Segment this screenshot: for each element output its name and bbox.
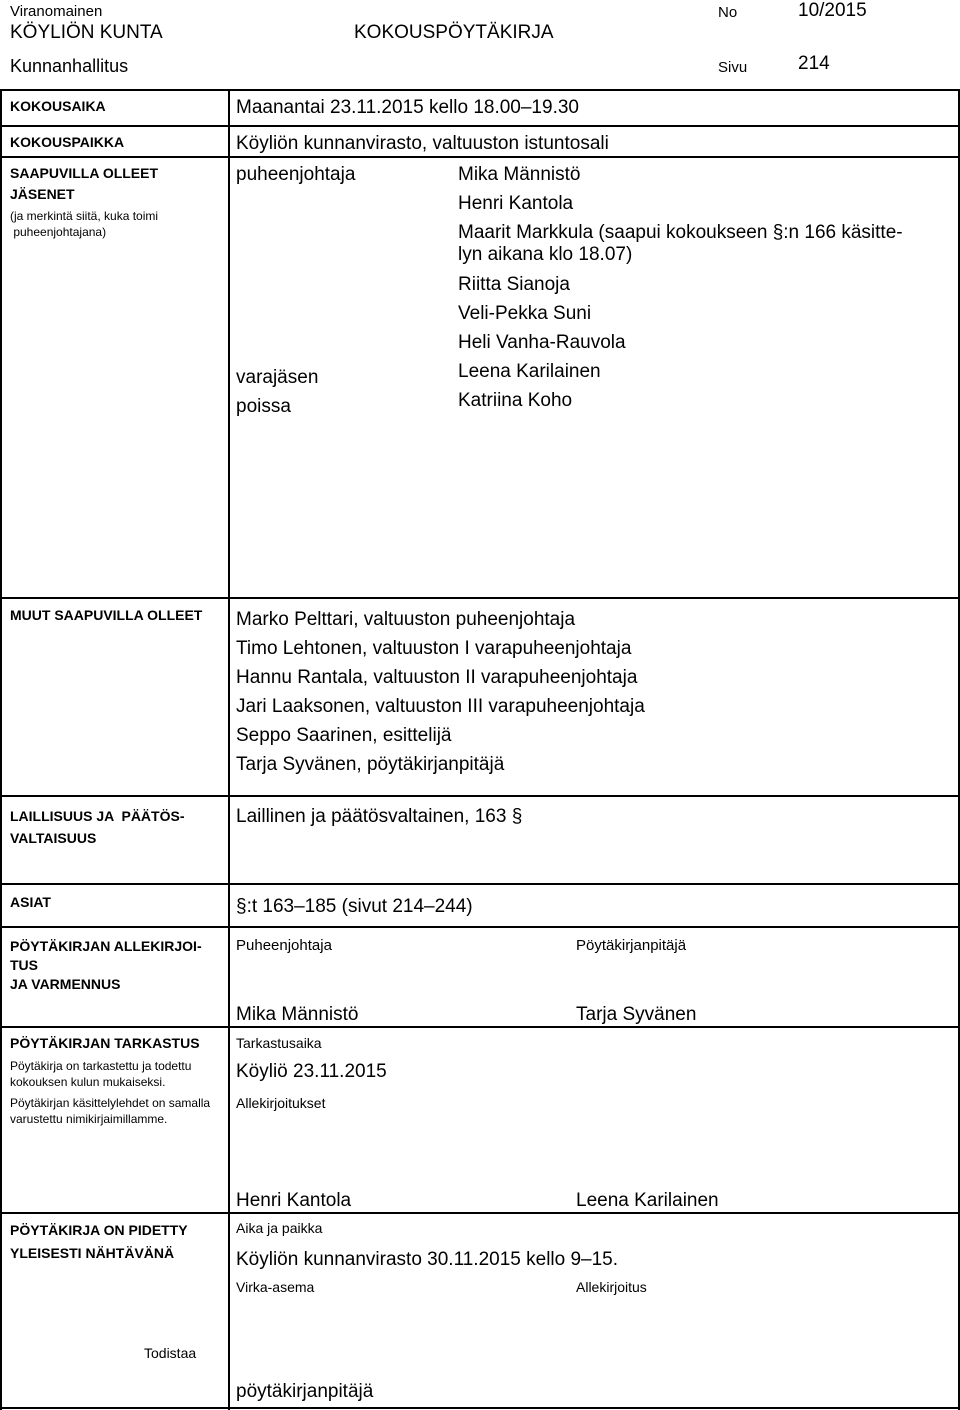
rule-place xyxy=(0,156,960,158)
meeting-place-label: KOKOUSPAIKKA xyxy=(10,134,125,150)
certify-label: Todistaa xyxy=(144,1345,197,1361)
legality-value: Laillinen ja päätösvaltainen, 163 § xyxy=(236,806,523,827)
number-value: 10/2015 xyxy=(798,0,867,21)
rule-issues xyxy=(0,883,960,885)
other-attendee: Hannu Rantala, valtuuston II varapuheenjohtaja xyxy=(236,667,638,688)
rule-legality xyxy=(0,795,960,797)
public-place-value: Köyliön kunnanvirasto 30.11.2015 kello 9–15. xyxy=(236,1249,619,1270)
certifier-role: pöytäkirjanpitäjä xyxy=(236,1381,374,1402)
other-attendee: Seppo Saarinen, esittelijä xyxy=(236,725,452,746)
attendees-label: SAAPUVILLA OLLEET JÄSENET xyxy=(10,165,159,202)
signing-label: PÖYTÄKIRJAN ALLEKIRJOI- TUS JA VARMENNUS xyxy=(10,938,202,992)
review-time-title: Tarkastusaika xyxy=(236,1035,322,1051)
review-note: Pöytäkirja on tarkastettu ja todettu kokouksen kulun mukaiseksi. xyxy=(10,1059,192,1089)
meeting-time-label: KOKOUSAIKA xyxy=(10,98,106,114)
member-name: Maarit Markkula (saapui kokoukseen §:n 166 käsitte- lyn aikana klo 18.07) xyxy=(458,222,903,265)
rule-attendees xyxy=(0,597,960,599)
number-label: No xyxy=(718,4,738,21)
other-attendee: Tarja Syvänen, pöytäkirjanpitäjä xyxy=(236,754,505,775)
role-deputy: varajäsen xyxy=(236,367,319,388)
position-title: Virka-asema xyxy=(236,1279,315,1295)
rule-bottom xyxy=(0,1407,960,1409)
chair-title: Puheenjohtaja xyxy=(236,937,332,954)
organ-name: Kunnanhallitus xyxy=(10,56,129,76)
review-label: PÖYTÄKIRJAN TARKASTUS xyxy=(10,1035,200,1051)
legality-label: LAILLISUUS JA PÄÄTÖS- VALTAISUUS xyxy=(10,808,185,846)
member-name: Veli-Pekka Suni xyxy=(458,303,592,324)
chair-name: Mika Männistö xyxy=(236,1004,359,1025)
review-time-value: Köyliö 23.11.2015 xyxy=(236,1061,387,1082)
rule-time xyxy=(0,125,960,127)
rule-public xyxy=(0,1212,960,1214)
reviewer-name: Henri Kantola xyxy=(236,1190,352,1211)
reviewer-name: Leena Karilainen xyxy=(576,1190,719,1211)
others-label: MUUT SAAPUVILLA OLLEET xyxy=(10,607,203,623)
other-attendee: Jari Laaksonen, valtuuston III varapuheenjohtaja xyxy=(236,696,645,717)
review-note: Pöytäkirjan käsittelylehdet on samalla varustettu nimikirjaimillamme. xyxy=(10,1096,211,1126)
member-name: Henri Kantola xyxy=(458,193,574,214)
other-attendee: Timo Lehtonen, valtuuston I varapuheenjohtaja xyxy=(236,638,632,659)
document-type: KOKOUSPÖYTÄKIRJA xyxy=(354,22,554,43)
member-name: Heli Vanha-Rauvola xyxy=(458,332,626,353)
page-label: Sivu xyxy=(718,59,748,76)
page-number: 214 xyxy=(798,53,830,74)
member-name: Katriina Koho xyxy=(458,390,573,411)
secretary-name: Tarja Syvänen xyxy=(576,1004,697,1025)
member-name: Riitta Sianoja xyxy=(458,274,570,295)
document-status: Viranomainen xyxy=(10,3,103,20)
role-absent: poissa xyxy=(236,396,291,417)
signatures-title: Allekirjoitukset xyxy=(236,1095,326,1111)
rule-top xyxy=(0,89,960,91)
rule-review xyxy=(0,1026,960,1028)
issues-value: §:t 163–185 (sivut 214–244) xyxy=(236,896,473,917)
meeting-place-value: Köyliön kunnanvirasto, valtuuston istuntosali xyxy=(236,133,609,154)
attendees-note: (ja merkintä siitä, kuka toimi puheenjohtajana) xyxy=(10,209,159,239)
public-label: PÖYTÄKIRJA ON PIDETTY YLEISESTI NÄHTÄVÄNÄ xyxy=(10,1222,188,1261)
member-name: Leena Karilainen xyxy=(458,361,601,382)
issues-label: ASIAT xyxy=(10,894,51,910)
signature-title: Allekirjoitus xyxy=(576,1279,647,1295)
member-name: Mika Männistö xyxy=(458,164,581,185)
rule-signing xyxy=(0,926,960,928)
role-chair: puheenjohtaja xyxy=(236,164,356,185)
other-attendee: Marko Pelttari, valtuuston puheenjohtaja xyxy=(236,609,576,630)
meeting-time-value: Maanantai 23.11.2015 kello 18.00–19.30 xyxy=(236,97,579,118)
secretary-title: Pöytäkirjanpitäjä xyxy=(576,937,687,954)
municipality-name: KÖYLIÖN KUNTA xyxy=(10,22,163,43)
public-place-title: Aika ja paikka xyxy=(236,1220,323,1236)
